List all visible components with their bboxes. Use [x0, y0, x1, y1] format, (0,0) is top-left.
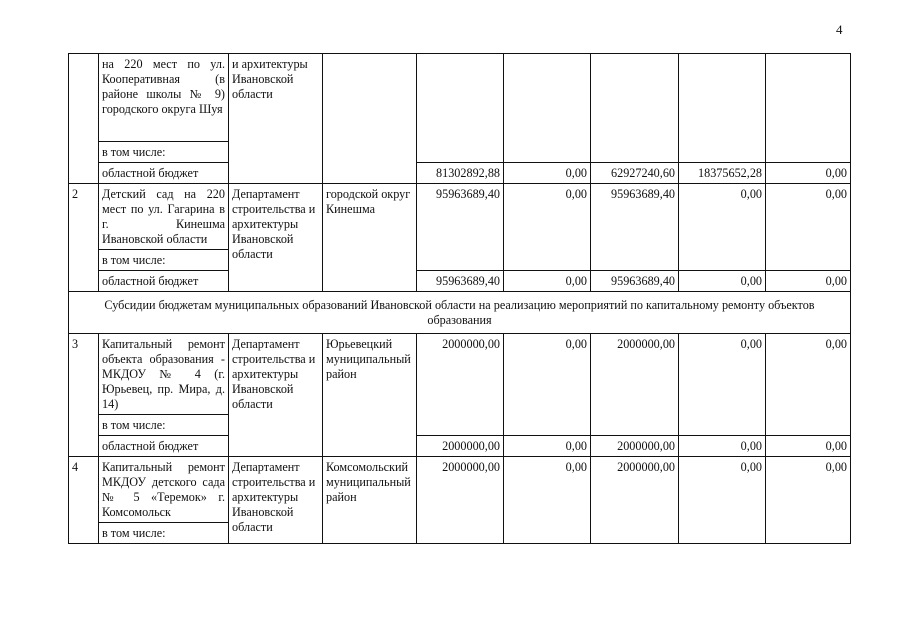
budget-value: 0,00	[766, 436, 851, 457]
table-row-budget	[69, 163, 851, 184]
including-label: в том числе:	[99, 142, 229, 163]
budget-value: 18375652,28	[679, 163, 766, 184]
table-row-budget	[69, 436, 851, 457]
value-cell: 0,00	[504, 457, 591, 544]
value-cell: 0,00	[766, 457, 851, 544]
object-name: Капитальный ремонт объекта образования - МКДОУ № 4 (г. Юрьевец, пр. Мира, д. 14)	[99, 334, 229, 415]
department-cell: Департамент строительства и архитектуры Ивановской области	[229, 184, 323, 292]
budget-value: 2000000,00	[417, 436, 504, 457]
value-cell	[766, 54, 851, 163]
budget-value: 0,00	[504, 436, 591, 457]
value-cell: 0,00	[504, 334, 591, 436]
table-row	[69, 457, 851, 523]
budget-value: 62927240,60	[591, 163, 679, 184]
table-row-budget	[69, 271, 851, 292]
budget-value: 0,00	[766, 163, 851, 184]
budget-value: 0,00	[504, 163, 591, 184]
budget-value: 0,00	[679, 271, 766, 292]
section-title: Субсидии бюджетам муниципальных образований Ивановской области на реализацию мероприятий по капитальному ремонту объектов образования	[69, 292, 851, 334]
value-cell: 95963689,40	[417, 184, 504, 271]
value-cell: 0,00	[679, 334, 766, 436]
table-row	[69, 184, 851, 250]
object-name: Капитальный ремонт МКДОУ детского сада № 5 «Теремок» г. Комсомольск	[99, 457, 229, 523]
recipient-cell: Юрьевецкий муниципальный район	[323, 334, 417, 457]
row-number-cell	[69, 54, 99, 184]
value-cell	[417, 54, 504, 163]
value-cell: 2000000,00	[591, 334, 679, 436]
including-label: в том числе:	[99, 523, 229, 544]
value-cell: 2000000,00	[591, 457, 679, 544]
section-row	[69, 292, 851, 334]
table-row-continued	[69, 54, 851, 142]
department-cell: и архитектуры Ивановской области	[229, 54, 323, 184]
recipient-cell: Комсомольский муниципальный район	[323, 457, 417, 544]
object-name: Детский сад на 220 мест по ул. Гагарина в г. Кинешма Ивановской области	[99, 184, 229, 250]
budget-value: 0,00	[679, 436, 766, 457]
table-row	[69, 334, 851, 415]
department-cell: Департамент строительства и архитектуры Ивановской области	[229, 334, 323, 457]
row-number-cell: 2	[69, 184, 99, 292]
page-number: 4	[836, 22, 843, 37]
recipient-cell	[323, 54, 417, 184]
department-cell: Департамент строительства и архитектуры Ивановской области	[229, 457, 323, 544]
value-cell: 2000000,00	[417, 334, 504, 436]
budget-label: областной бюджет	[99, 271, 229, 292]
value-cell	[504, 54, 591, 163]
value-cell: 0,00	[766, 184, 851, 271]
object-name: на 220 мест по ул. Кооперативная (в районе школы № 9) городского округа Шуя	[99, 54, 229, 142]
including-label: в том числе:	[99, 250, 229, 271]
value-cell	[679, 54, 766, 163]
value-cell: 0,00	[679, 184, 766, 271]
row-number-cell: 4	[69, 457, 99, 544]
funding-table	[68, 53, 851, 544]
row-number-cell: 3	[69, 334, 99, 457]
value-cell: 0,00	[679, 457, 766, 544]
budget-value: 0,00	[504, 271, 591, 292]
value-cell: 95963689,40	[591, 184, 679, 271]
value-cell	[591, 54, 679, 163]
budget-value: 95963689,40	[591, 271, 679, 292]
budget-value: 95963689,40	[417, 271, 504, 292]
budget-label: областной бюджет	[99, 436, 229, 457]
value-cell: 0,00	[766, 334, 851, 436]
budget-value: 0,00	[766, 271, 851, 292]
budget-label: областной бюджет	[99, 163, 229, 184]
including-label: в том числе:	[99, 415, 229, 436]
budget-value: 81302892,88	[417, 163, 504, 184]
budget-value: 2000000,00	[591, 436, 679, 457]
value-cell: 2000000,00	[417, 457, 504, 544]
recipient-cell: городской округ Кинешма	[323, 184, 417, 292]
value-cell: 0,00	[504, 184, 591, 271]
